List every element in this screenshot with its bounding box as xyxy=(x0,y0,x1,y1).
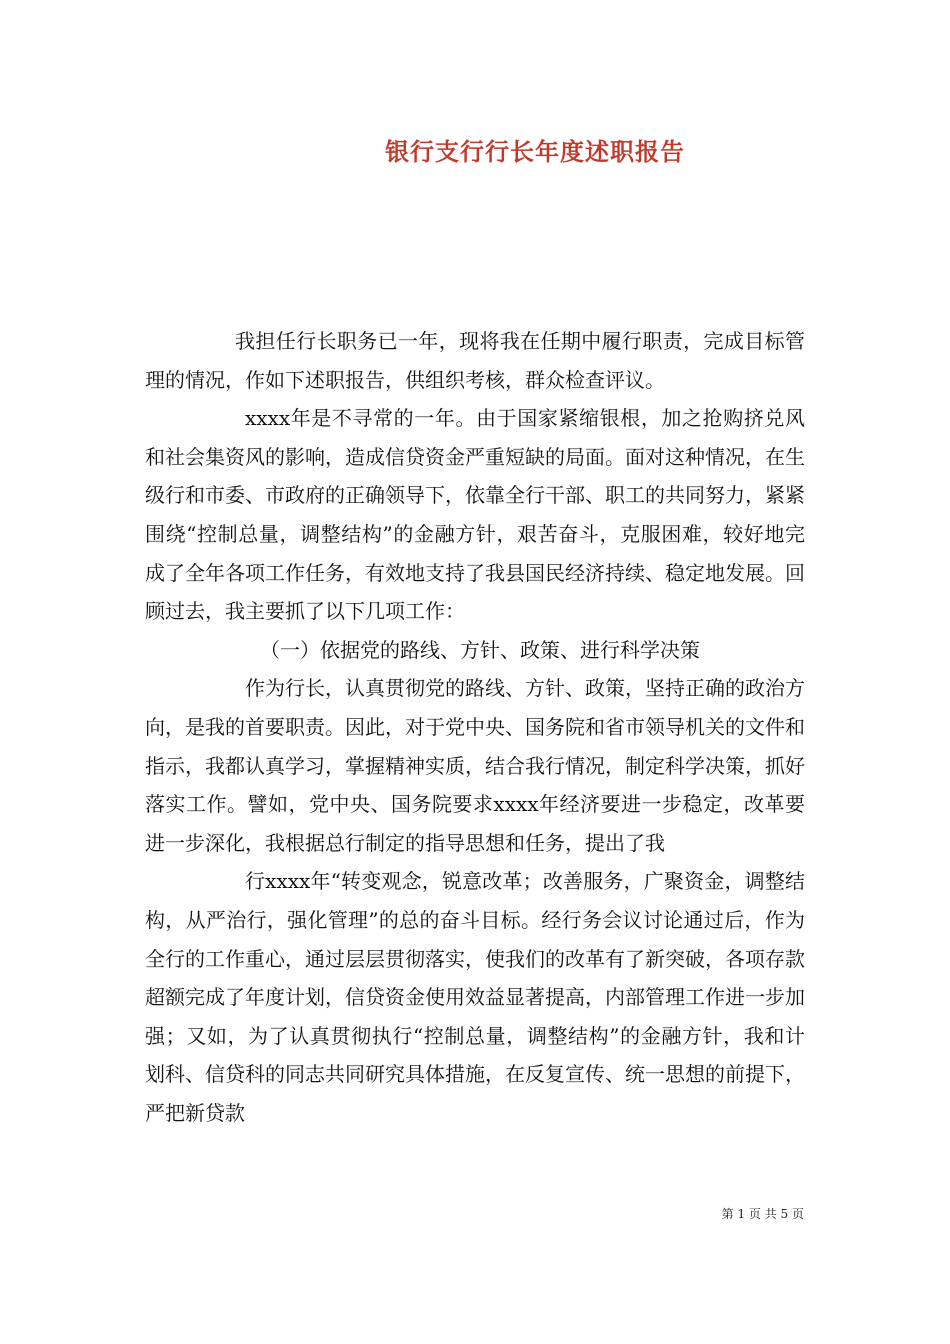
paragraph-intro: 我担任行长职务已一年，现将我在任期中履行职责，完成目标管理的情况，作如下述职报告，供组织考核，群众检查评议。 xyxy=(145,329,805,392)
document-title: 银行支行行长年度述职报告 xyxy=(385,137,685,166)
page-number-footer: 第 1 页 共 5 页 xyxy=(721,1207,804,1221)
paragraph-section-1-continued: 行xxxx年“转变观念，锐意改革；改善服务，广聚资金，调整结构，从严治行，强化管理”的总的奋斗目标。经行务会议讨论通过后，作为全行的工作重心，通过层层贯彻落实，使我们的改革有了新突破，各项存款超额完成了年度计划，信贷资金使用效益显著提高，内部管理工作进一步加强；又如，为了认真贯彻执行“控制总量，调整结构”的金融方针，我和计划科、信贷科的同志共同研究具体措施，在反复宣传、统一思想的前提下，严把新贷款 xyxy=(145,869,805,1125)
paragraph-section-1: 作为行长，认真贯彻党的路线、方针、政策，坚持正确的政治方向，是我的首要职责。因此，对于党中央、国务院和省市领导机关的文件和指示，我都认真学习，掌握精神实质，结合我行情况，制定科学决策，抓好落实工作。譬如，党中央、国务院要求xxxx年经济要进一步稳定，改革要进一步深化，我根据总行制定的指导思想和任务，提出了我 xyxy=(145,676,805,855)
document-body xyxy=(145,322,805,1132)
paragraph-overview: xxxx年是不寻常的一年。由于国家紧缩银根，加之抢购挤兑风和社会集资风的影响，造成信贷资金严重短缺的局面。面对这种情况，在生级行和市委、市政府的正确领导下，依靠全行干部、职工的共同努力，紧紧围绕“控制总量，调整结构”的金融方针，艰苦奋斗，克服困难，较好地完成了全年各项工作任务，有效地支持了我县国民经济持续、稳定地发展。回顾过去，我主要抓了以下几项工作： xyxy=(145,406,805,624)
section-heading-1: （一）依据党的路线、方针、政策、进行科学决策 xyxy=(260,637,700,662)
